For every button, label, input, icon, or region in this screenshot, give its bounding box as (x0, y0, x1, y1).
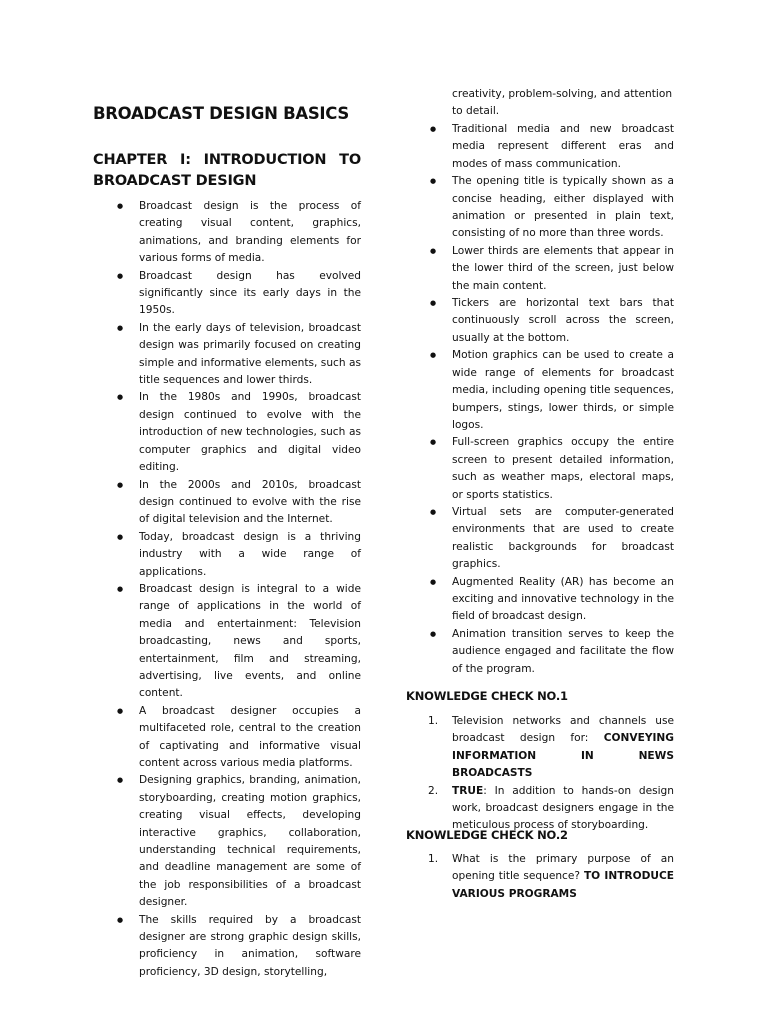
list-item: ● Broadcast design is the process of creating visual content, graphics, animations, and branding elements for various forms of media. (117, 200, 361, 265)
bullet-icon: ● (117, 532, 124, 541)
bullet-icon: ● (430, 177, 437, 186)
list-item: ● Broadcast design has evolved significantly since its early days in the 1950s. (117, 269, 361, 317)
bullet-icon: ● (430, 351, 437, 360)
bullet-icon: ● (117, 480, 124, 489)
bullet-icon: ● (117, 584, 124, 593)
bullet-icon: ● (430, 299, 437, 308)
knowledge-check-2-list (428, 851, 675, 903)
right-bullet-list (430, 121, 674, 678)
bullet-icon: ● (117, 706, 124, 715)
list-item: ● Lower thirds are elements that appear in the lower third of the screen, just below the main content. (430, 244, 674, 292)
list-item: ● The opening title is typically shown as a concise heading, either displayed with animation or presented in plain text, consisting of no more than three words. (430, 175, 674, 240)
list-item: ● In the 1980s and 1990s, broadcast design continued to evolve with the introduction of new technologies, such as computer graphics and digital video editing. (117, 391, 361, 474)
continued-text: creativity, problem-solving, and attention to detail. (452, 88, 673, 118)
list-item: ● Full-screen graphics occupy the entire screen to present detailed information, such as weather maps, electoral maps, or sports statistics. (430, 436, 674, 501)
document-title: BROADCAST DESIGN BASICS (93, 104, 349, 123)
bullet-icon: ● (430, 577, 437, 586)
list-item: 2. TRUE: In addition to hands-on design work, broadcast designers engage in the meticulous process of storyboarding. (428, 784, 674, 832)
list-item: ● Designing graphics, branding, animation, storyboarding, creating motion graphics, creating visual effects, developing interactive graphics, collaboration, understanding technical requirements, and deadline management are some of the job responsibilities of a broadcast designer. (117, 774, 361, 909)
bullet-icon: ● (430, 507, 437, 516)
list-item: ● Augmented Reality (AR) has become an exciting and innovative technology in the field of broadcast design. (430, 575, 674, 623)
bullet-icon: ● (430, 629, 437, 638)
bullet-icon: ● (117, 393, 124, 402)
list-item: ● The skills required by a broadcast designer are strong graphic design skills, proficiency in animation, software proficiency, 3D design, storytelling, (117, 913, 361, 978)
list-item: ● Tickers are horizontal text bars that continuously scroll across the screen, usually at the bottom. (430, 297, 674, 344)
knowledge-check-2-heading: KNOWLEDGE CHECK NO.2 (406, 828, 568, 842)
list-item: ● In the 2000s and 2010s, broadcast design continued to evolve with the rise of digital television and the Internet. (117, 478, 361, 526)
knowledge-check-1-list (428, 713, 674, 835)
bullet-icon: ● (430, 438, 437, 447)
left-bullet-list (117, 198, 361, 981)
bullet-icon: ● (430, 125, 437, 133)
list-item: ● Broadcast design is integral to a wide range of applications in the world of media and entertainment: Television broadcasting, news and sports, entertainment, film and streaming, advertising, live events, and online content. (117, 582, 361, 700)
list-item: 1. What is the primary purpose of an opening title sequence? TO INTRODUCE VARIOUS PROGRAMS (428, 853, 675, 900)
list-item: 1. Television networks and channels use broadcast design for: CONVEYING INFORMATION IN NEWS BROADCASTS (428, 715, 674, 780)
list-item: ● Animation transition serves to keep the audience engaged and facilitate the flow of the program. (430, 627, 674, 675)
list-item: ● In the early days of television, broadcast design was primarily focused on creating simple and informative elements, such as title sequences and lower thirds. (117, 321, 361, 387)
knowledge-check-1-heading: KNOWLEDGE CHECK NO.1 (406, 689, 568, 703)
list-item: ● A broadcast designer occupies a multifaceted role, central to the creation of captivating and informative visual content across various media platforms. (117, 704, 361, 769)
bullet-icon: ● (117, 202, 124, 210)
list-item: ● Today, broadcast design is a thriving industry with a wide range of applications. (117, 530, 361, 578)
list-item: ● Traditional media and new broadcast media represent different eras and modes of mass communication. (430, 123, 674, 170)
bullet-icon: ● (117, 323, 124, 332)
bullet-icon: ● (117, 776, 124, 785)
bullet-icon: ● (117, 271, 124, 280)
bullet-icon: ● (430, 246, 437, 255)
list-item: ● Virtual sets are computer-generated environments that are used to create realistic backgrounds for broadcast graphics. (430, 505, 674, 571)
list-item: ● Motion graphics can be used to create a wide range of elements for broadcast media, including opening title sequences, bumpers, stings, lower thirds, or simple logos. (430, 349, 674, 431)
chapter-heading: CHAPTER I: INTRODUCTION TO BROADCAST DESIGN (93, 152, 361, 189)
bullet-icon: ● (117, 915, 124, 924)
